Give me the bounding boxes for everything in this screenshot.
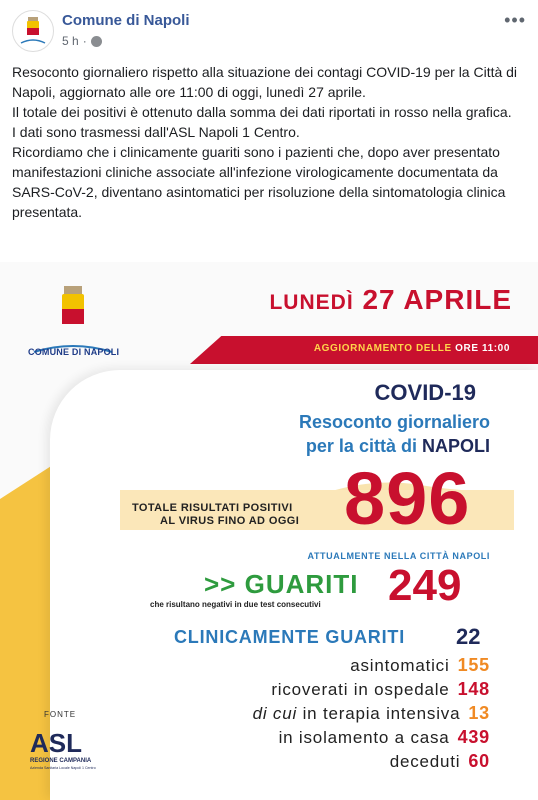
post-time[interactable]: 5 h xyxy=(62,34,79,48)
update-time-label xyxy=(314,343,510,354)
post-paragraph: Ricordiamo che i clinicamente guariti sono i pazienti che, dopo aver presentato manifestazioni cliniche associate all'infezione virologicamente documentata da SARS-CoV-2, diventano asintomatici per risoluzione della sintomatologia clinica presentata. xyxy=(12,144,506,220)
update-prefix: AGGIORNAMENTO DELLE xyxy=(313,343,452,354)
napoli-crest-icon xyxy=(13,11,53,51)
stat-row-isolamento xyxy=(279,727,490,748)
stat-value: 13 xyxy=(468,703,490,723)
clinically-recovered-label: CLINICAMENTE GUARITI xyxy=(174,627,405,647)
post-paragraph: I dati sono trasmessi dall'ASL Napoli 1 Centro. xyxy=(12,124,300,140)
infographic-subtitle-city xyxy=(306,436,490,457)
clinically-recovered-value: 22 xyxy=(456,624,481,649)
infographic-title: COVID-19 xyxy=(374,380,476,405)
report-date xyxy=(269,284,512,316)
city-name: NAPOLI xyxy=(421,436,490,456)
total-positive-value: 896 xyxy=(344,457,471,540)
stat-label: asintomatici xyxy=(350,656,450,675)
infographic-subtitle: Resoconto giornaliero xyxy=(298,412,490,432)
update-time: ORE 11:00 xyxy=(455,343,510,354)
stat-row-asintomatici xyxy=(350,655,490,676)
asl-logo-region: REGIONE CAMPANIA xyxy=(30,758,92,764)
stat-row-deceduti xyxy=(390,751,490,772)
stat-prefix: di cui xyxy=(252,704,298,723)
logo-caption: COMUNE DI NAPOLI xyxy=(28,347,120,357)
more-dots-icon[interactable]: ••• xyxy=(504,10,526,30)
stat-label: deceduti xyxy=(389,752,461,771)
post-header xyxy=(0,0,538,60)
stat-row-terapia xyxy=(253,703,490,724)
post-paragraph: Il totale dei positivi è ottenuto dalla somma dei dati riportati in rosso nella grafica. xyxy=(12,104,512,120)
stat-label: ricoverati in ospedale xyxy=(271,680,450,699)
page-name-link[interactable]: Comune di Napoli xyxy=(62,12,190,29)
asl-logo-icon xyxy=(28,722,100,772)
stat-value: 148 xyxy=(457,679,490,699)
source-label: FONTE xyxy=(44,710,77,719)
date-weekday: LUNEDÌ xyxy=(269,291,354,314)
guariti-value: 249 xyxy=(388,561,462,610)
guariti-note: che risultano negativi in due test consecutivi xyxy=(150,600,321,609)
post-body xyxy=(12,62,526,222)
total-label-2: AL VIRUS FINO AD OGGI xyxy=(160,515,300,527)
guariti-label: >> GUARITI xyxy=(204,569,359,599)
stat-value: 60 xyxy=(468,751,490,771)
stat-value: 439 xyxy=(457,727,490,747)
globe-icon[interactable] xyxy=(91,36,102,47)
stat-row-ricoverati xyxy=(271,679,490,700)
currently-label: ATTUALMENTE NELLA CITTÀ NAPOLI xyxy=(307,551,490,561)
stat-label: in isolamento a casa xyxy=(278,728,450,747)
total-label: TOTALE RISULTATI POSITIVI xyxy=(132,502,293,514)
covid-infographic[interactable] xyxy=(0,262,538,800)
stat-value: 155 xyxy=(457,655,490,675)
post-paragraph: Resoconto giornaliero rispetto alla situazione dei contagi COVID-19 per la Città di Napoli, aggiornato alle ore 11:00 di oggi, lunedì 27 aprile. xyxy=(12,64,518,100)
meta-separator: · xyxy=(82,34,87,48)
asl-logo-org: Azienda Sanitaria Locale Napoli 1 Centro xyxy=(30,766,96,770)
asl-logo-text: ASL xyxy=(30,728,82,758)
city-prefix: per la città di xyxy=(305,436,417,456)
stat-label: in terapia intensiva xyxy=(302,704,461,723)
post-meta xyxy=(62,34,102,48)
date-day: 27 APRILE xyxy=(362,284,512,315)
page-avatar[interactable] xyxy=(12,10,54,52)
